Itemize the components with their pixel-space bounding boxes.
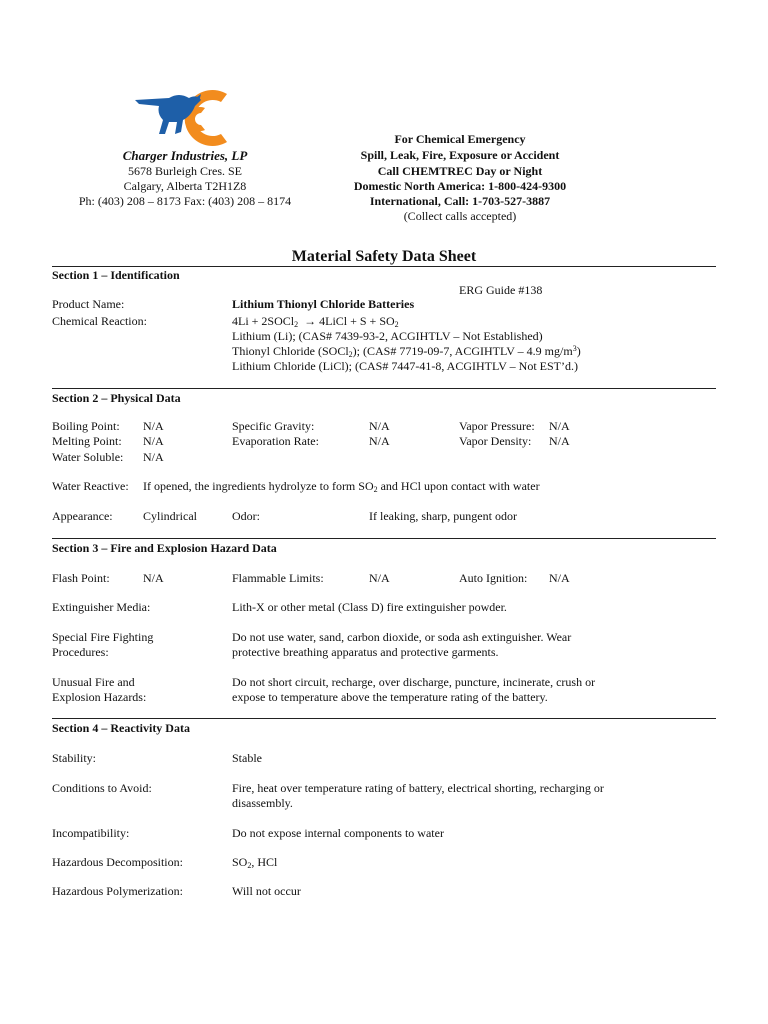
- section1-rule: [52, 388, 716, 389]
- auto-ignition-value: N/A: [549, 571, 570, 585]
- emergency-international-phone: International, Call: 1-703-527-3887: [369, 194, 551, 208]
- unusual-hazards-value-line1: Do not short circuit, recharge, over discharge, puncture, incinerate, crush or: [232, 675, 596, 689]
- charger-logo-icon: [135, 88, 245, 148]
- vapor-density-label: Vapor Density:: [459, 434, 532, 448]
- flash-point-label: Flash Point:: [52, 571, 110, 585]
- product-name-value: Lithium Thionyl Chloride Batteries: [232, 297, 415, 311]
- thionyl-chloride-cas: Thionyl Chloride (SOCl$_2$); (CAS# 7719-09-7, ACGIHTLV – 4.9 $mg/m^3$): [232, 344, 581, 359]
- stability-value: Stable: [232, 751, 262, 765]
- company-address-line2: Calgary, Alberta T2H1Z8: [123, 179, 247, 193]
- conditions-to-avoid-value-line2: disassembly.: [232, 796, 293, 810]
- section2-rule: [52, 538, 716, 539]
- company-phone: Ph: (403) 208 – 8173 Fax: (403) 208 – 8174: [78, 194, 292, 208]
- special-fire-fighting-value-line1: Do not use water, sand, carbon dioxide, or soda ash extinguisher. Wear: [232, 630, 572, 644]
- evaporation-rate-label: Evaporation Rate:: [232, 434, 319, 448]
- boiling-point-value: N/A: [143, 419, 164, 433]
- incompatibility-label: Incompatibility:: [52, 826, 130, 840]
- appearance-label: Appearance:: [52, 509, 113, 523]
- special-fire-fighting-label-line1: Special Fire Fighting: [52, 630, 154, 644]
- water-soluble-label: Water Soluble:: [52, 450, 124, 464]
- vapor-pressure-value: N/A: [549, 419, 570, 433]
- melting-point-value: N/A: [143, 434, 164, 448]
- special-fire-fighting-value-line2: protective breathing apparatus and protective garments.: [232, 645, 499, 659]
- hazardous-decomposition-value: $SO_2$, HCl: [232, 855, 278, 870]
- product-name-label: Product Name:: [52, 297, 125, 311]
- flash-point-value: N/A: [143, 571, 164, 585]
- emergency-domestic-phone: Domestic North America: 1-800-424-9300: [353, 179, 567, 193]
- section1-heading: Section 1 – Identification: [52, 268, 180, 282]
- emergency-line2: Spill, Leak, Fire, Exposure or Accident: [360, 148, 560, 162]
- evaporation-rate-value: N/A: [369, 434, 390, 448]
- stability-label: Stability:: [52, 751, 97, 765]
- lithium-chloride-cas: Lithium Chloride (LiCl); (CAS# 7447-41-8, ACGIHTLV – Not EST’d.): [232, 359, 578, 373]
- water-reactive-value: If opened, the ingredients hydrolyze to form $SO_2$ and HCl upon contact with water: [143, 479, 540, 494]
- chemical-reaction-equation: 4Li + 2SOCl$_2$ → 4LiCl + $S + SO_2$: [232, 314, 399, 329]
- extinguisher-media-value: Lith-X or other metal (Class D) fire extinguisher powder.: [232, 600, 507, 614]
- reaction-arrow-icon: →: [304, 314, 317, 328]
- odor-value: If leaking, sharp, pungent odor: [369, 509, 517, 523]
- melting-point-label: Melting Point:: [52, 434, 122, 448]
- document-title: Material Safety Data Sheet: [291, 248, 477, 265]
- section2-heading: Section 2 – Physical Data: [52, 391, 181, 405]
- water-reactive-label: Water Reactive:: [52, 479, 129, 493]
- water-soluble-value: N/A: [143, 450, 164, 464]
- special-fire-fighting-label-line2: Procedures:: [52, 645, 109, 659]
- title-rule: [52, 266, 716, 267]
- conditions-to-avoid-label: Conditions to Avoid:: [52, 781, 152, 795]
- appearance-value: Cylindrical: [143, 509, 197, 523]
- section3-rule: [52, 718, 716, 719]
- boiling-point-label: Boiling Point:: [52, 419, 120, 433]
- emergency-line3: Call CHEMTREC Day or Night: [377, 164, 543, 178]
- flammable-limits-value: N/A: [369, 571, 390, 585]
- emergency-collect-note: (Collect calls accepted): [403, 209, 517, 223]
- conditions-to-avoid-value-line1: Fire, heat over temperature rating of battery, electrical shorting, recharging or: [232, 781, 604, 795]
- auto-ignition-label: Auto Ignition:: [459, 571, 528, 585]
- company-logo: [135, 88, 245, 148]
- vapor-density-value: N/A: [549, 434, 570, 448]
- hazardous-decomposition-label: Hazardous Decomposition:: [52, 855, 183, 869]
- unusual-hazards-value-line2: expose to temperature above the temperature rating of the battery.: [232, 690, 548, 704]
- unusual-hazards-label-line2: Explosion Hazards:: [52, 690, 147, 704]
- company-name: Charger Industries, LP: [122, 148, 248, 163]
- company-address-line1: 5678 Burleigh Cres. SE: [128, 164, 242, 178]
- specific-gravity-label: Specific Gravity:: [232, 419, 315, 433]
- hazardous-polymerization-label: Hazardous Polymerization:: [52, 884, 183, 898]
- vapor-pressure-label: Vapor Pressure:: [459, 419, 535, 433]
- erg-guide: ERG Guide #138: [459, 283, 543, 297]
- unusual-hazards-label-line1: Unusual Fire and: [52, 675, 135, 689]
- specific-gravity-value: N/A: [369, 419, 390, 433]
- incompatibility-value: Do not expose internal components to water: [232, 826, 444, 840]
- flammable-limits-label: Flammable Limits:: [232, 571, 324, 585]
- lithium-cas: Lithium (Li); (CAS# 7439-93-2, ACGIHTLV – Not Established): [232, 329, 543, 343]
- chemical-reaction-label: Chemical Reaction:: [52, 314, 147, 328]
- emergency-line1: For Chemical Emergency: [394, 132, 526, 146]
- section4-heading: Section 4 – Reactivity Data: [52, 721, 190, 735]
- odor-label: Odor:: [232, 509, 260, 523]
- section3-heading: Section 3 – Fire and Explosion Hazard Data: [52, 541, 277, 555]
- extinguisher-media-label: Extinguisher Media:: [52, 600, 151, 614]
- hazardous-polymerization-value: Will not occur: [232, 884, 301, 898]
